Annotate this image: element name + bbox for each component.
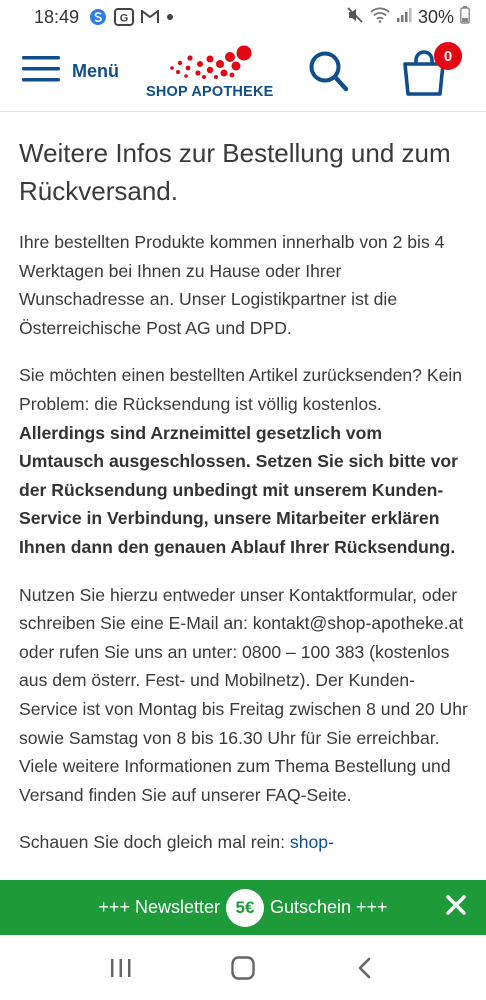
faq-link[interactable]: shop- <box>289 832 334 853</box>
logo-dots-icon <box>146 44 286 82</box>
status-bar <box>0 0 486 34</box>
system-nav-bar <box>0 935 486 1000</box>
home-button[interactable] <box>223 948 263 988</box>
shop-apotheke-logo[interactable] <box>146 44 286 100</box>
cart-button[interactable] <box>400 46 466 98</box>
newsletter-suffix: Gutschein +++ <box>269 897 388 917</box>
signal-icon <box>396 7 412 28</box>
back-button[interactable] <box>345 948 385 988</box>
search-icon <box>308 50 350 94</box>
return-paragraph <box>19 361 471 561</box>
return-text: Sie möchten einen bestellten Artikel zurücksenden? Kein Problem: die Rücksendung ist völlig kostenlos. <box>19 365 463 414</box>
voucher-coin-badge: 5€ <box>226 889 264 927</box>
faq-text: Schauen Sie doch gleich mal rein: <box>19 832 290 853</box>
main-content <box>19 134 471 876</box>
menu-button[interactable] <box>22 54 119 89</box>
back-icon <box>355 956 375 980</box>
home-icon <box>230 955 256 981</box>
menu-label: Menü <box>72 61 119 81</box>
gmail-icon <box>141 10 159 24</box>
clock: 18:49 <box>34 6 80 27</box>
cart-count-badge: 0 <box>434 42 462 70</box>
newsletter-prefix: +++ Newsletter <box>98 897 220 917</box>
search-button[interactable] <box>308 50 350 94</box>
svg-text:G: G <box>119 12 129 25</box>
page-title: Weitere Infos zur Bestellung und zum Rückversand. <box>19 138 451 206</box>
recent-apps-icon <box>109 957 133 979</box>
wifi-icon <box>370 7 390 28</box>
hamburger-icon <box>22 54 60 89</box>
g-app-icon <box>114 8 134 26</box>
newsletter-banner[interactable] <box>0 880 486 935</box>
contact-paragraph: Nutzen Sie hierzu entweder unser Kontaktformular, oder schreiben Sie eine E-Mail an: kontakt@shop-apotheke.at oder rufen Sie uns an unter: 0800 – 100 383 (kostenlos aus dem österr. Fest- und Mobilnetz). Der Kunden-Service ist von Montag bis Freitag zwischen 8 und 20 Uhr sowie Samstag von 8 bis 16.30 Uhr für Sie erreichbar. Viele weitere Informationen zum Thema Bestellung und Versand finden Sie auf unserer FAQ-Seite. <box>19 584 468 805</box>
close-icon <box>442 891 470 919</box>
delivery-paragraph: Ihre bestellten Produkte kommen innerhalb von 2 bis 4 Werktagen bei Ihnen zu Hause oder Ihrer Wunschadresse an. Unser Logistikpartner ist die Österreichische Post AG und DPD. <box>19 232 445 338</box>
battery-icon <box>460 6 470 29</box>
close-banner-button[interactable] <box>442 891 470 919</box>
faq-paragraph <box>19 828 471 857</box>
s-app-icon <box>89 8 107 26</box>
battery-percent: 30% <box>417 6 454 27</box>
recent-apps-button[interactable] <box>101 948 141 988</box>
dot-icon <box>166 13 174 21</box>
logo-text: SHOP APOTHEKE <box>146 84 274 100</box>
mute-icon <box>346 6 364 29</box>
site-header <box>0 34 486 112</box>
return-warning-text: Allerdings sind Arzneimittel gesetzlich vom Umtausch ausgeschlossen. Setzen Sie sich bitte vor der Rücksendung unbedingt mit unserem Kunden-Service in Verbindung, unsere Mitarbeiter erklären Ihnen dann den genauen Ablauf Ihrer Rücksendung. <box>19 422 459 557</box>
